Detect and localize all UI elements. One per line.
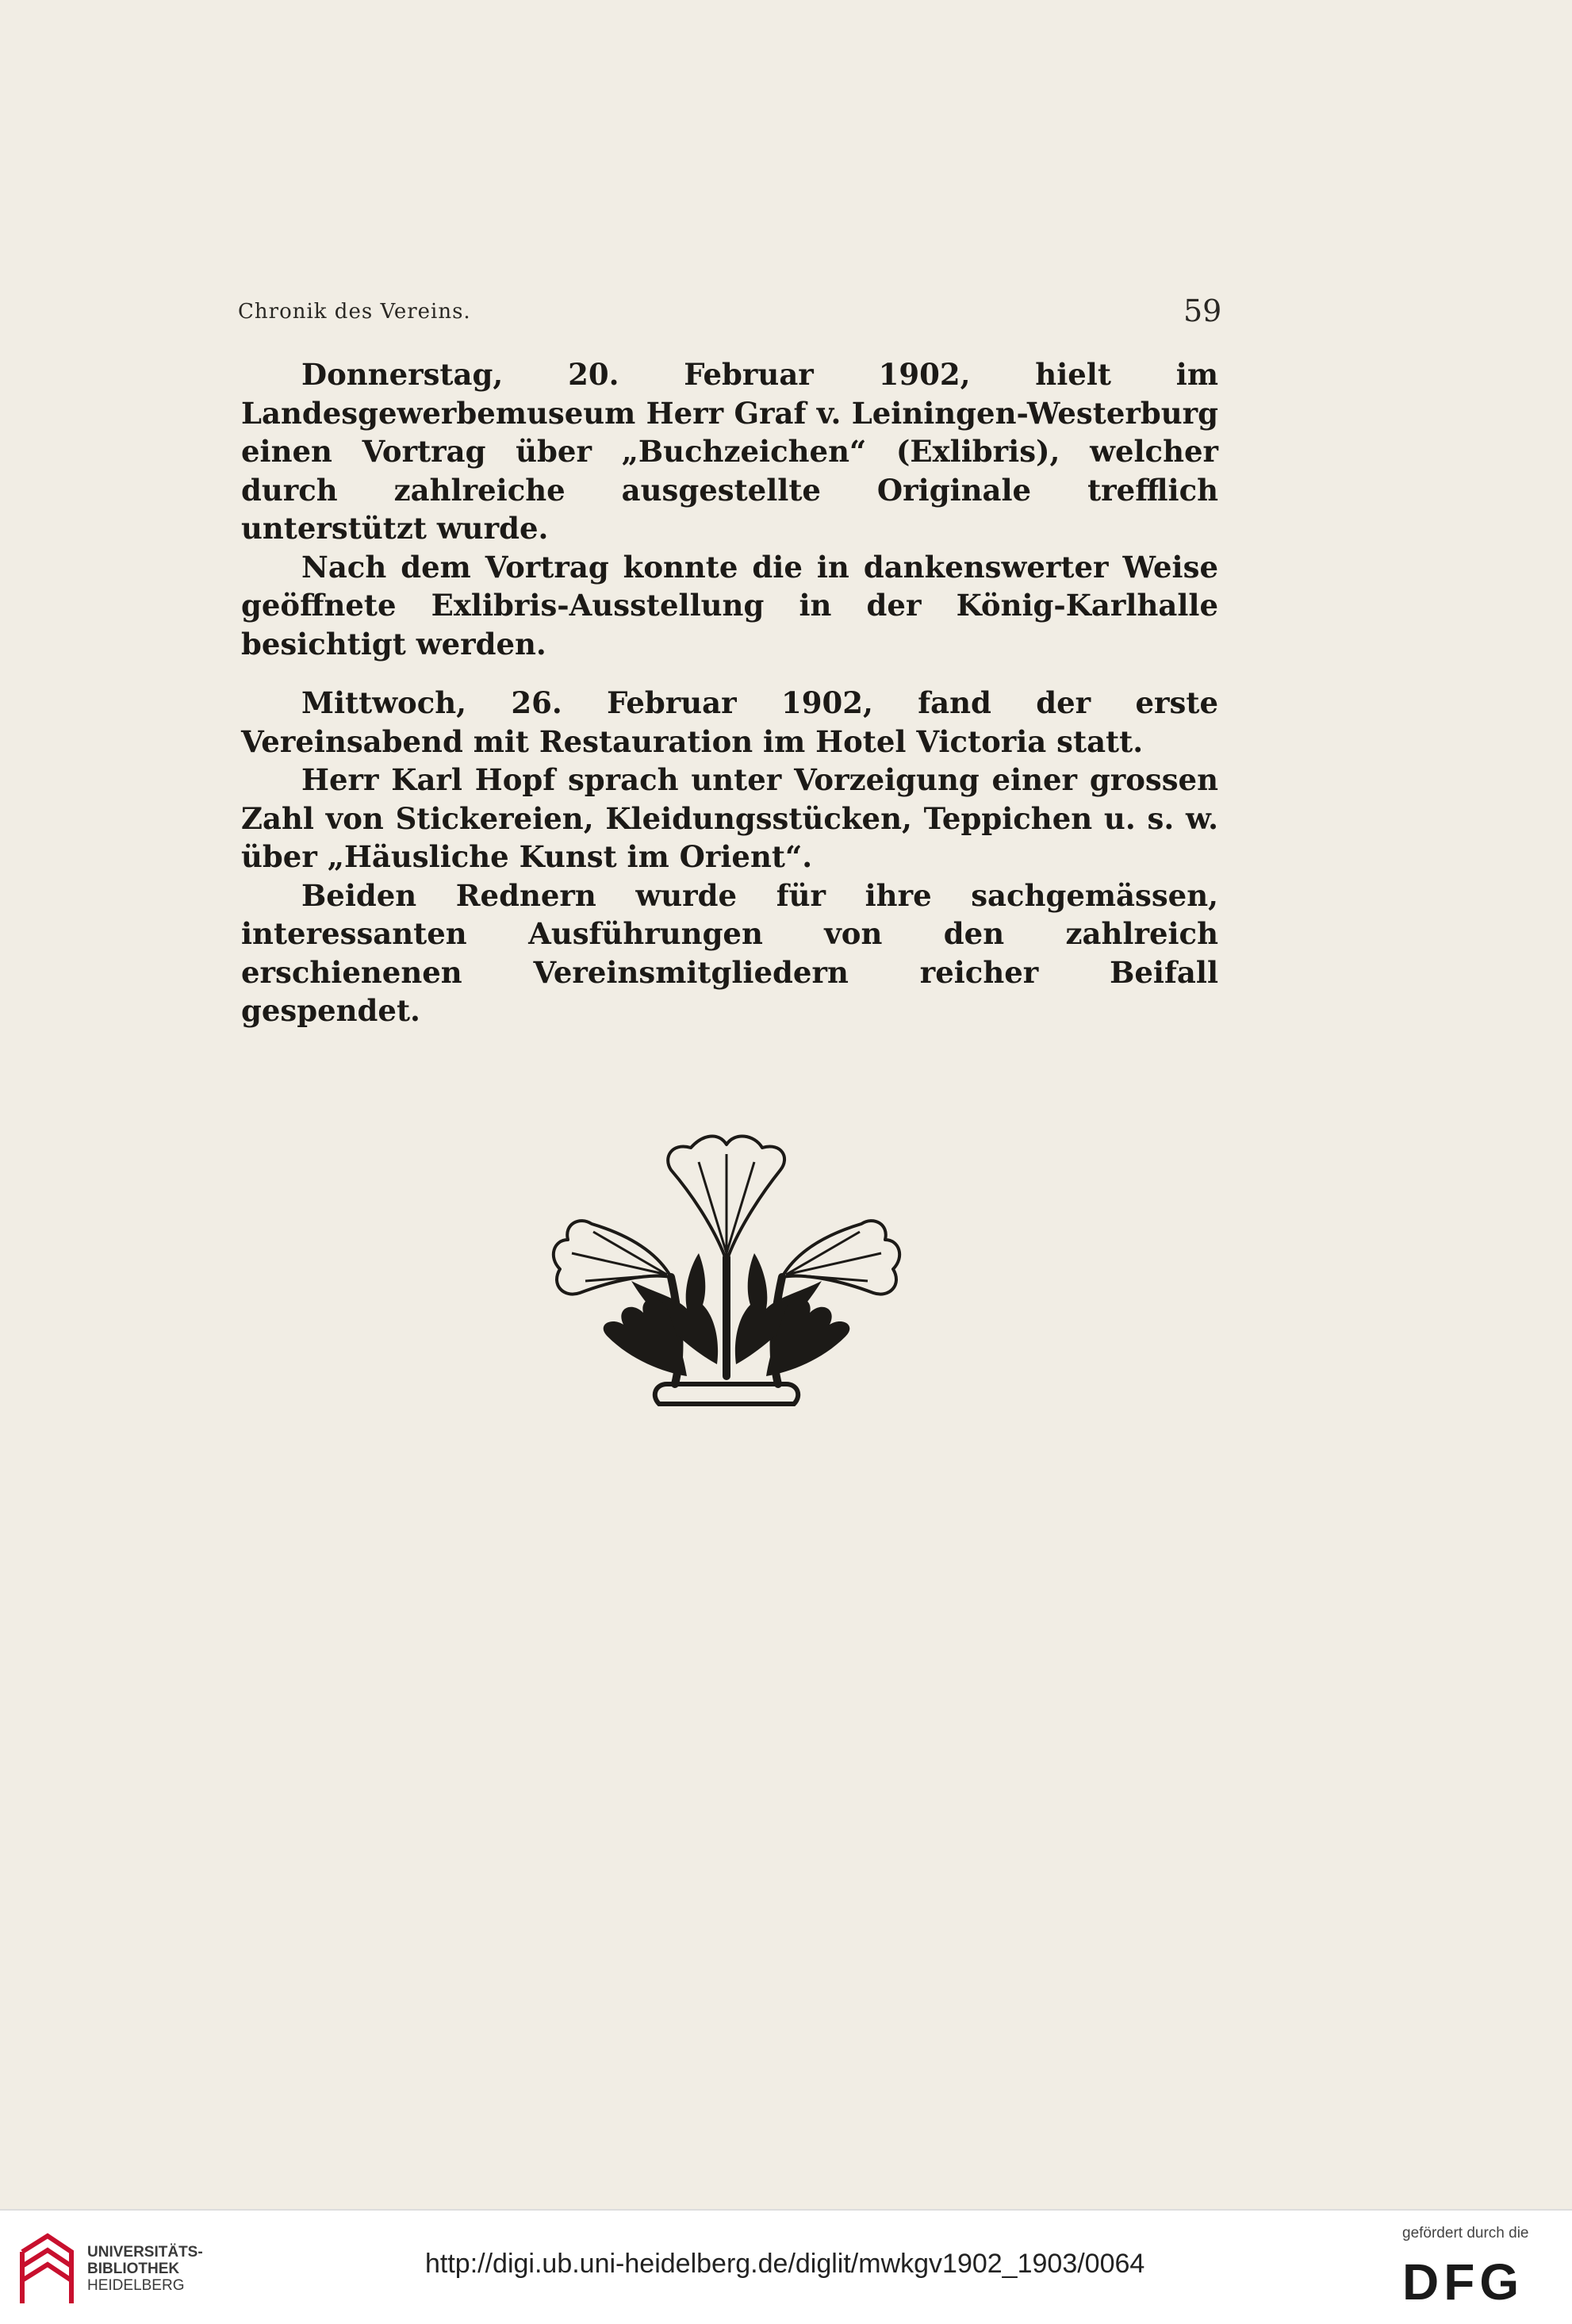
paragraph: Beiden Rednern wurde für ihre sachgemässen, interessanten Ausführungen von den zahlreich erschienenen Vereinsmitgliedern reicher Beifall gespendet. xyxy=(241,877,1218,1028)
body-text xyxy=(241,355,1218,1030)
library-name-line: UNIVERSITÄTS- xyxy=(87,2244,203,2261)
dfg-logo: DFG xyxy=(1402,2253,1524,2311)
paragraph: Nach dem Vortrag konnte die in dankenswerter Weise geöffnete Exlibris-Ausstellung in der König-Karlhalle besichtigt werden. xyxy=(241,549,1218,662)
funding-label: gefördert durch die xyxy=(1402,2225,1529,2242)
page-number: 59 xyxy=(1183,293,1222,328)
library-name xyxy=(87,2244,203,2294)
floral-ornament-icon xyxy=(536,1122,917,1416)
library-name-line: BIBLIOTHEK xyxy=(87,2261,180,2277)
running-head: Chronik des Vereins. xyxy=(238,300,471,324)
paragraph: Herr Karl Hopf sprach unter Vorzeigung einer grossen Zahl von Stickereien, Kleidungsstücken, Teppichen u. s. w. über „Häusliche Kunst im Orient“. xyxy=(241,762,1218,874)
paragraph: Mittwoch, 26. Februar 1902, fand der erste Vereinsabend mit Restauration im Hotel Victoria statt. xyxy=(241,685,1218,759)
paragraph: Donnerstag, 20. Februar 1902, hielt im Landesgewerbemuseum Herr Graf v. Leiningen-Westerburg einen Vortrag über „Buchzeichen“ (Exlibris), welcher durch zahlreiche ausgestellte Originale trefflich unterstützt wurde. xyxy=(241,357,1218,546)
library-logo-icon xyxy=(16,2228,78,2307)
permalink-url[interactable]: http://digi.ub.uni-heidelberg.de/diglit/mwkgv1902_1903/0064 xyxy=(425,2249,1145,2279)
library-name-line: HEIDELBERG xyxy=(87,2277,185,2294)
viewer-footer xyxy=(0,2209,1572,2324)
